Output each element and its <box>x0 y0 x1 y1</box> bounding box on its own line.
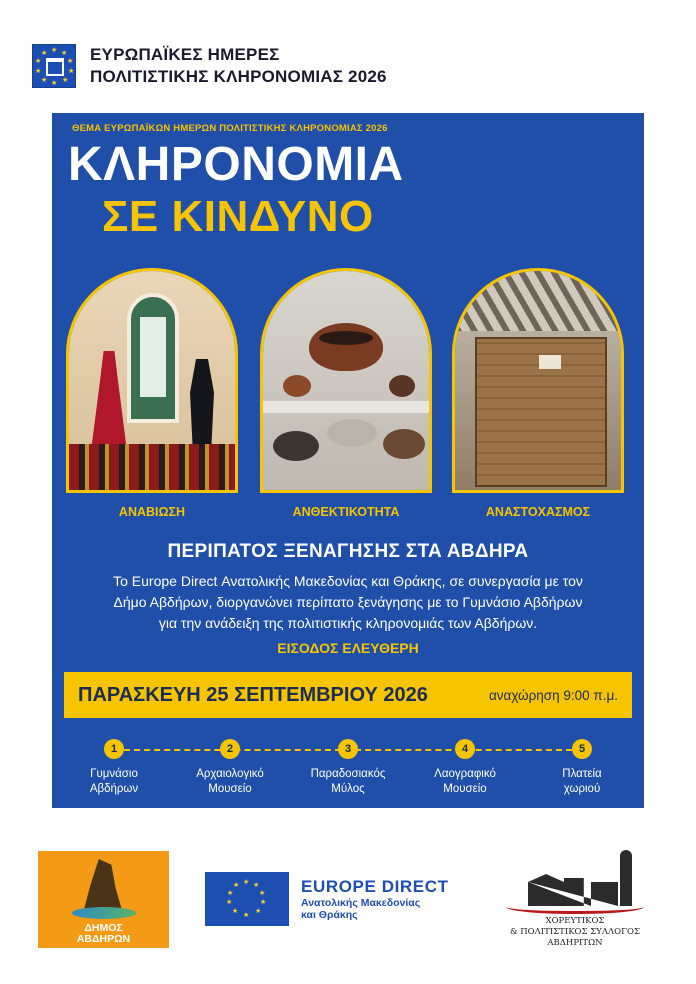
route-stops <box>52 739 644 808</box>
walk-title: ΠΕΡΙΠΑΤΟΣ ΞΕΝΑΓΗΣΗΣ ΣΤΑ ΑΒΔΗΡΑ <box>167 541 529 562</box>
main-subtitle: ΣΕ ΚΙΝΔΥΝΟ <box>102 192 374 241</box>
eu-flag-icon: ★ ★ ★ ★ ★ ★ ★ ★ ★ ★ <box>205 872 289 926</box>
ancient-pottery-photo <box>260 268 432 493</box>
stop-1: 1 Γυμνάσιο Αβδήρων <box>59 739 169 797</box>
main-title: ΚΛΗΡΟΝΟΜΙΑ <box>68 138 404 191</box>
event-date: ΠΑΡΑΣΚΕΥΗ 25 ΣΕΠΤΕΜΒΡΙΟΥ 2026 <box>78 683 428 706</box>
date-bar <box>64 672 632 718</box>
europe-direct-logo: ★ ★ ★ ★ ★ ★ ★ ★ ★ ★ EUROPE DIRECT Ανατολικής Μακεδονίας και Θράκης <box>205 872 461 926</box>
arch-label-reflection: ΑΝΑΣΤΟΧΑΣΜΟΣ <box>485 505 591 519</box>
stop-2: 2 Αρχαιολογικό Μουσείο <box>175 739 285 797</box>
stop-3: 3 Παραδοσιακός Μύλος <box>293 739 403 797</box>
theme-label: ΘΕΜΑ ΕΥΡΩΠΑΪΚΩΝ ΗΜΕΡΩΝ ΠΟΛΙΤΙΣΤΙΚΗΣ ΚΛΗΡΟΝΟΜΙΑΣ 2026 <box>72 123 388 134</box>
traditional-costumes-photo <box>66 268 238 493</box>
dimos-avdiron-logo: ΔΗΜΟΣ ΑΒΔΗΡΩΝ <box>38 851 169 948</box>
arch-label-resilience: ΑΝΘΕΚΤΙΚΟΤΗΤΑ <box>292 505 400 519</box>
arch-label-revival: ΑΝΑΒΙΩΣΗ <box>118 505 186 519</box>
page-header <box>32 44 387 88</box>
event-series-title: ΕΥΡΩΠΑΪΚΕΣ ΗΜΕΡΕΣ ΠΟΛΙΤΙΣΤΙΚΗΣ ΚΛΗΡΟΝΟΜΙΑΣ 2026 <box>90 45 387 86</box>
departure-time: αναχώρηση 9:00 π.μ. <box>488 687 618 703</box>
eu-heritage-days-icon: ★ ★ ★ ★ ★ ★ ★ ★ ★ ★ <box>32 44 76 88</box>
traditional-mill-photo <box>452 268 624 493</box>
stop-4: 4 Λαογραφικό Μουσείο <box>410 739 520 797</box>
stop-5: 5 Πλατεία χωριού <box>527 739 637 797</box>
free-entry-label: ΕΙΣΟΔΟΣ ΕΛΕΥΘΕΡΗ <box>277 640 419 656</box>
poster <box>52 113 644 808</box>
event-description: Το Europe Direct Ανατολικής Μακεδονίας και Θράκης, σε συνεργασία με τον Δήμο Αβδήρων, διοργανώνει περίπατο ξενάγησης με το Γυμνάσιο Αβδήρων για την ανάδειξη της πολιτιστικής κληρονομιάς των Αβδήρων. <box>113 573 583 631</box>
dance-club-logo: ΧΟΡΕΥΤΙΚΟΣ & ΠΟΛΙΤΙΣΤΙΚΟΣ ΣΥΛΛΟΓΟΣ ΑΒΔΗΡΙΤΩΝ <box>490 848 660 956</box>
